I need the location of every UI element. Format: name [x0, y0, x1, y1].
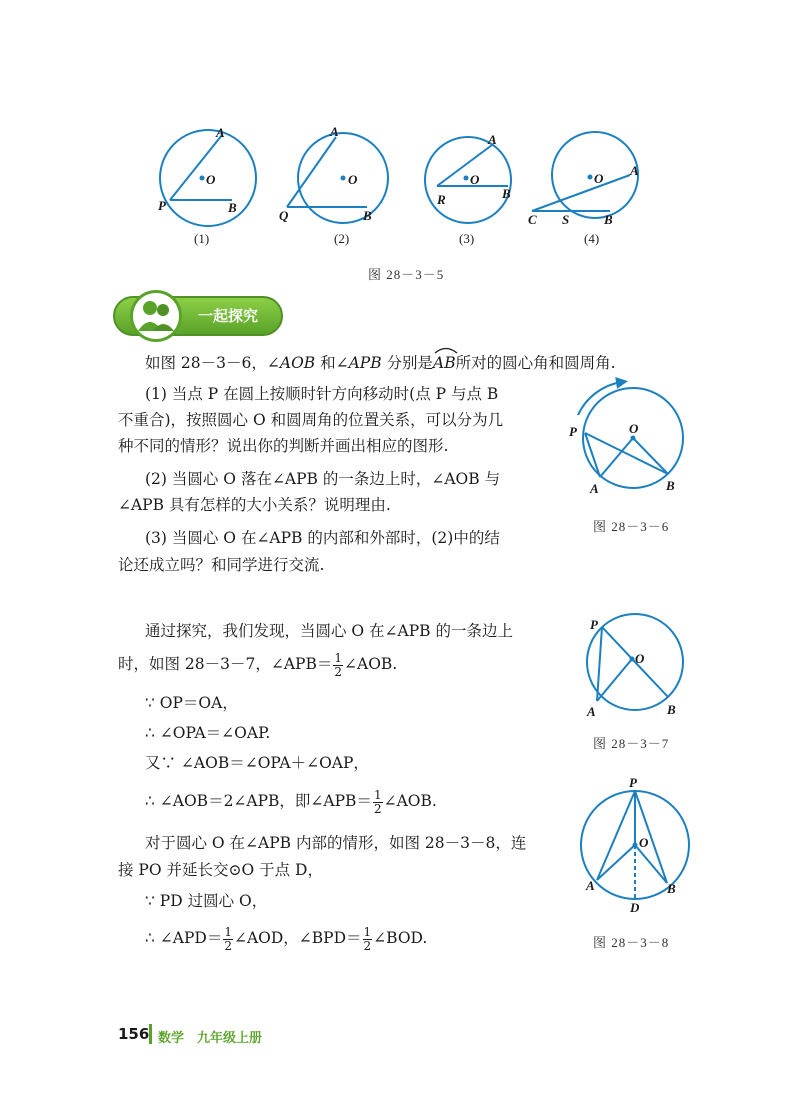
fig5-4-label-c: C — [528, 212, 537, 227]
fig8-label-p: P — [629, 775, 637, 790]
fig8-center — [633, 843, 638, 848]
fig8-label-o: O — [639, 835, 649, 850]
figure-28-3-8 — [575, 775, 700, 915]
fig5-sub-label-1: (1) — [194, 231, 210, 246]
fig5-sub-label-4: (4) — [584, 231, 600, 246]
explore-q3-line2: 论还成立吗？和同学进行交流. — [118, 556, 325, 574]
proof-s6: ∴ ∠APD＝ $\frac{1}{2}$ ∠AOD，∠BPD＝ $\frac{1}{2}$ ∠BOD. — [145, 924, 428, 953]
explore-badge-label: 一起探究 — [198, 307, 259, 325]
fig5-3-label-b: B — [502, 186, 511, 201]
explore-q1-line3: 种不同的情形？说出你的判断并画出相应的图形. — [118, 437, 449, 455]
proof-s5: ∵ PD 过圆心 O， — [145, 892, 268, 910]
figure-28-3-7 — [575, 612, 700, 727]
fig7-label-a: A — [587, 704, 596, 719]
fig5-4-label-a: A — [630, 163, 639, 178]
proof-s4: ∴ ∠AOB＝2∠APB，即∠APB＝ $\frac{1}{2}$ ∠AOB. — [145, 787, 437, 816]
fig8-label-d: D — [630, 900, 640, 915]
fig5-2-label-a: A — [330, 124, 339, 139]
explore-intro: 如图 28－3－6，∠AOB 和∠APB 分别是 AB所对的圆心角和圆周角. — [145, 350, 616, 376]
explore-q2-line2: ∠APB 具有怎样的大小关系？说明理由. — [118, 496, 391, 514]
fig5-2-label-b: B — [363, 208, 372, 223]
footer-divider — [149, 1024, 152, 1044]
fig5-1-label-o: O — [206, 172, 216, 187]
proof-p1-line2: 时，如图 28－3－7，∠APB＝ $\frac{1}{2}$ ∠AOB. — [118, 650, 398, 679]
figure-28-3-6 — [560, 370, 700, 510]
fig5-4-line-ca — [532, 175, 630, 211]
fig5-2-center — [341, 176, 346, 181]
fig5-4-label-o: O — [594, 171, 604, 186]
fig5-caption: 图 28－3－5 — [368, 267, 445, 282]
proof-s2: ∴ ∠OPA＝∠OAP. — [145, 724, 271, 742]
proof-p1-line1: 通过探究，我们发现，当圆心 O 在∠APB 的一条边上 — [145, 622, 513, 640]
fig6-center — [631, 436, 636, 441]
fig5-3-label-a: A — [488, 132, 497, 147]
proof-p2-line2: 接 PO 并延长交⊙O 于点 D， — [118, 861, 323, 879]
explore-q1-line2: 不重合)，按照圆心 O 和圆周角的位置关系，可以分为几 — [118, 411, 504, 429]
fig8-caption: 图 28－3－8 — [593, 935, 670, 950]
fig8-line-oa — [597, 845, 635, 880]
fig5-3-circle — [425, 137, 511, 223]
fig5-2-label-q: Q — [279, 208, 289, 223]
figure-28-3-5 — [0, 0, 800, 290]
fig8-label-b: B — [667, 881, 676, 896]
fig5-4-center — [588, 175, 593, 180]
fig5-3-center — [464, 176, 469, 181]
fig5-1-label-p: P — [158, 198, 166, 213]
fig6-motion-arrow — [578, 382, 622, 415]
fig5-2-label-o: O — [348, 172, 358, 187]
fig5-sub-label-2: (2) — [334, 231, 350, 246]
fig5-3-label-o: O — [470, 172, 480, 187]
fig7-line-oa — [597, 659, 632, 701]
fig5-1-center — [200, 176, 205, 181]
fig5-1-line-pa — [170, 135, 222, 200]
proof-s3: 又∵ ∠AOB＝∠OPA＋∠OAP， — [145, 754, 369, 772]
page-number: 156 — [118, 1025, 150, 1043]
fig8-line-pa — [597, 791, 635, 880]
fig7-label-o: O — [635, 651, 645, 666]
fig6-label-p: P — [569, 424, 577, 439]
fig6-label-a: A — [590, 481, 599, 496]
fig5-sub-label-3: (3) — [459, 231, 475, 246]
explore-q2-line1: (2) 当圆心 O 落在∠APB 的一条边上时，∠AOB 与 — [145, 470, 501, 488]
fig7-label-b: B — [667, 702, 676, 717]
fig8-label-a: A — [586, 878, 595, 893]
fig5-3-label-r: R — [437, 192, 446, 207]
fig5-1-label-a: A — [216, 125, 225, 140]
fig7-caption: 图 28－3－7 — [593, 736, 670, 751]
explore-q1-line1: (1) 当点 P 在圆上按顺时针方向移动时(点 P 与点 B — [145, 385, 499, 403]
fig7-line-pa — [597, 627, 602, 701]
people-icon — [130, 290, 182, 342]
fig5-4-label-b: B — [604, 212, 613, 227]
fig8-line-ob — [635, 845, 667, 883]
book-title: 数学 九年级上册 — [158, 1031, 263, 1046]
fig7-label-p: P — [590, 617, 598, 632]
fig6-line-ob — [633, 438, 668, 474]
proof-s1: ∵ OP＝OA， — [145, 694, 238, 712]
fig5-4-label-s: S — [562, 212, 570, 227]
fig5-1-label-b: B — [228, 200, 237, 215]
explore-q3-line1: (3) 当圆心 O 在∠APB 的内部和外部时，(2)中的结 — [145, 529, 500, 547]
proof-p2-line1: 对于圆心 O 在∠APB 内部的情形，如图 28－3－8，连 — [145, 834, 527, 852]
fig7-center — [630, 657, 635, 662]
fig6-caption: 图 28－3－6 — [593, 519, 670, 534]
fig6-label-o: O — [629, 421, 639, 436]
fig6-label-b: B — [666, 478, 675, 493]
fig5-2-line-qa — [287, 137, 336, 207]
